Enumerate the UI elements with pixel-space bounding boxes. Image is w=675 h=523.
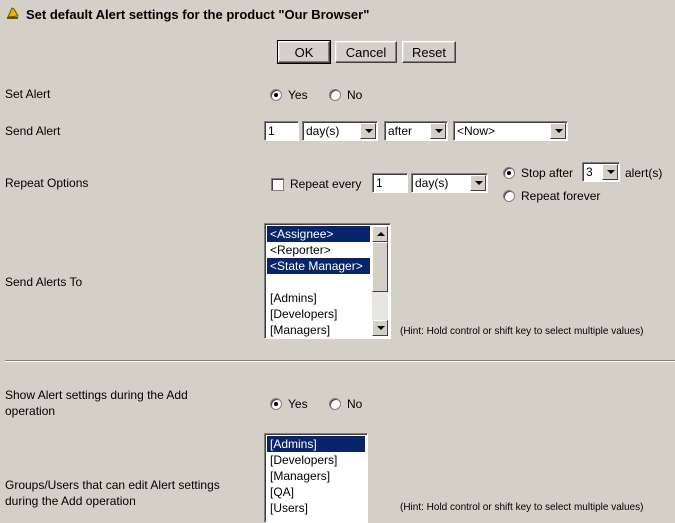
groups-hint: (Hint: Hold control or shift key to select multiple values) bbox=[400, 502, 644, 513]
chevron-down-icon bbox=[360, 123, 376, 139]
list-item[interactable]: [Managers] bbox=[270, 469, 331, 483]
send-alert-event-select[interactable] bbox=[453, 121, 568, 141]
set-alert-no-label: No bbox=[347, 88, 363, 102]
show-alert-no-label: No bbox=[347, 397, 363, 411]
set-alert-yes-label: Yes bbox=[288, 88, 308, 102]
repeat-options-label: Repeat Options bbox=[5, 176, 89, 190]
show-alert-yes-label: Yes bbox=[288, 397, 308, 411]
show-alert-no-radio[interactable] bbox=[329, 398, 341, 410]
send-alert-label: Send Alert bbox=[5, 124, 61, 138]
chevron-down-icon bbox=[430, 123, 446, 139]
list-item[interactable]: [Developers] bbox=[270, 453, 338, 467]
alert-bell-icon bbox=[5, 5, 21, 21]
scroll-thumb[interactable] bbox=[372, 242, 388, 292]
repeat-forever-label: Repeat forever bbox=[521, 189, 601, 203]
set-alert-yes-radio[interactable] bbox=[270, 89, 282, 101]
groups-listbox[interactable] bbox=[264, 433, 368, 523]
send-alert-timing-select[interactable] bbox=[384, 121, 448, 141]
repeat-unit-value: day(s) bbox=[415, 176, 449, 190]
list-item[interactable]: <Assignee> bbox=[267, 226, 370, 242]
repeat-forever-radio[interactable] bbox=[503, 190, 515, 202]
stop-after-radio[interactable] bbox=[503, 167, 515, 179]
show-alert-yes-radio[interactable] bbox=[270, 398, 282, 410]
groups-label-line1: Groups/Users that can edit Alert settings bbox=[5, 478, 220, 492]
stop-after-count-select[interactable] bbox=[582, 162, 620, 182]
list-item[interactable]: [Managers] bbox=[270, 323, 331, 337]
ok-button[interactable]: OK bbox=[278, 41, 330, 63]
send-alert-timing-value: after bbox=[388, 124, 413, 138]
alerts-suffix-label: alert(s) bbox=[625, 166, 663, 180]
list-item[interactable] bbox=[267, 274, 370, 290]
scroll-up-icon[interactable] bbox=[372, 226, 388, 242]
set-alert-no-radio[interactable] bbox=[329, 89, 341, 101]
show-alert-label-line2: operation bbox=[5, 404, 56, 418]
list-item[interactable]: [Admins] bbox=[270, 291, 317, 305]
scroll-down-icon[interactable] bbox=[372, 320, 388, 336]
send-alerts-to-label: Send Alerts To bbox=[5, 275, 83, 289]
chevron-down-icon bbox=[470, 175, 486, 191]
send-alerts-to-listbox[interactable] bbox=[264, 223, 391, 339]
send-alert-amount-input[interactable]: 1 bbox=[264, 121, 299, 141]
send-alert-unit-value: day(s) bbox=[306, 124, 340, 138]
send-alerts-to-hint: (Hint: Hold control or shift key to select multiple values) bbox=[400, 326, 644, 337]
list-item[interactable]: <State Manager> bbox=[267, 258, 370, 274]
chevron-down-icon bbox=[602, 164, 618, 180]
list-item[interactable]: [Developers] bbox=[270, 307, 338, 321]
chevron-down-icon bbox=[550, 123, 566, 139]
page-title: Set default Alert settings for the product "Our Browser" bbox=[26, 7, 370, 22]
cancel-button[interactable]: Cancel bbox=[335, 41, 397, 63]
stop-after-label: Stop after bbox=[521, 166, 574, 180]
set-alert-label: Set Alert bbox=[5, 87, 51, 101]
section-divider bbox=[5, 360, 675, 362]
list-item[interactable]: [QA] bbox=[270, 485, 295, 499]
send-alert-event-value: <Now> bbox=[457, 124, 496, 138]
repeat-every-label: Repeat every bbox=[290, 177, 362, 191]
show-alert-label-line1: Show Alert settings during the Add bbox=[5, 388, 188, 402]
repeat-unit-select[interactable] bbox=[411, 173, 488, 193]
repeat-every-checkbox[interactable] bbox=[271, 178, 284, 191]
send-alerts-to-scrollbar[interactable] bbox=[372, 226, 388, 336]
send-alert-unit-select[interactable] bbox=[302, 121, 378, 141]
reset-button[interactable]: Reset bbox=[402, 41, 456, 63]
list-item[interactable]: [Users] bbox=[270, 501, 309, 515]
list-item[interactable]: <Reporter> bbox=[270, 243, 331, 257]
stop-after-count-value: 3 bbox=[586, 165, 593, 179]
repeat-interval-input[interactable]: 1 bbox=[372, 173, 408, 193]
list-item[interactable]: [Admins] bbox=[267, 436, 365, 452]
groups-label-line2: during the Add operation bbox=[5, 494, 136, 508]
